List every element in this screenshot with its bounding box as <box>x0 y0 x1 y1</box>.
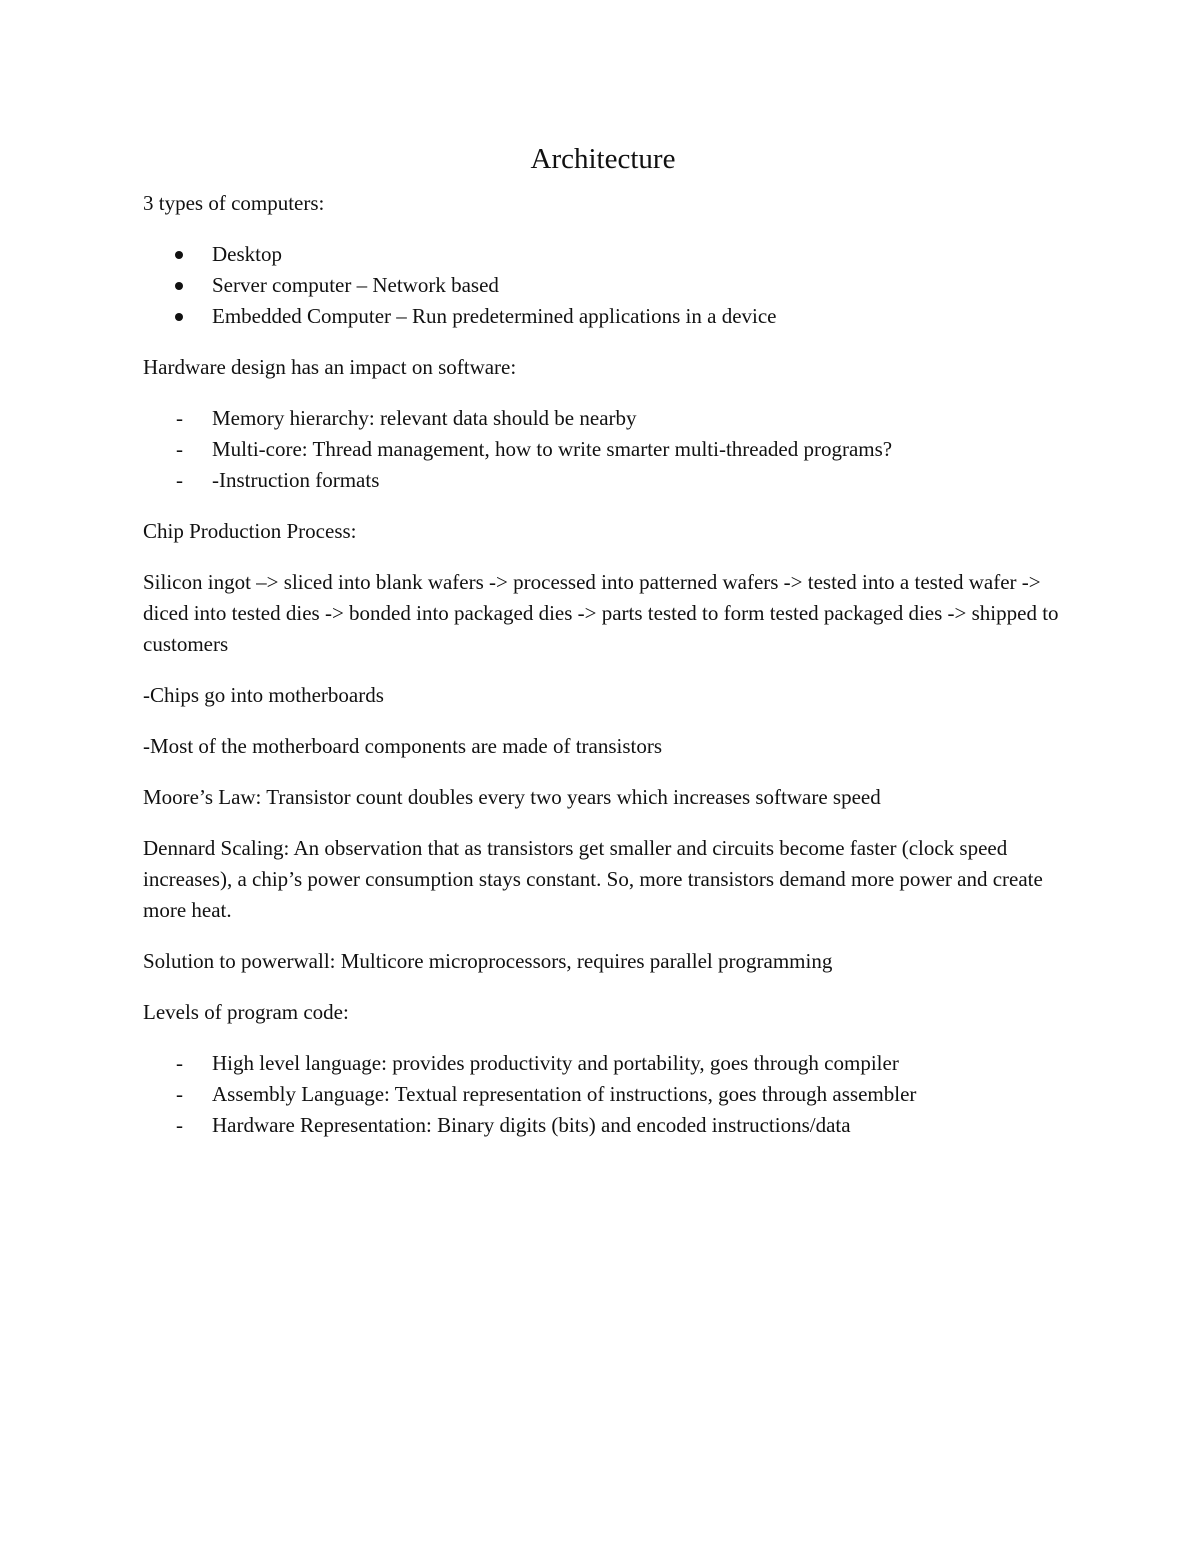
bullet-icon <box>175 282 183 290</box>
computer-types-list <box>143 239 1063 332</box>
list-item: - Multi-core: Thread management, how to write smarter multi-threaded programs? <box>143 434 1063 465</box>
dash-marker: - <box>176 437 183 461</box>
document-page <box>143 138 1063 1161</box>
moores-law-paragraph: Moore’s Law: Transistor count doubles every two years which increases software speed <box>143 785 881 809</box>
dash-marker: - <box>176 406 183 430</box>
program-levels-list <box>143 1048 1063 1141</box>
dash-marker: - <box>176 1051 183 1075</box>
dash-marker: - <box>176 468 183 492</box>
hardware-heading: Hardware design has an impact on software: <box>143 355 517 379</box>
list-item: - -Instruction formats <box>143 465 1063 496</box>
chips-note: -Chips go into motherboards <box>143 683 384 707</box>
list-item: - High level language: provides productivity and portability, goes through compiler <box>143 1048 1063 1079</box>
hardware-impact-list <box>143 403 1063 496</box>
list-item: Server computer – Network based <box>143 270 1063 301</box>
types-heading: 3 types of computers: <box>143 191 325 215</box>
document-title: Architecture <box>530 143 676 175</box>
list-item: Embedded Computer – Run predetermined applications in a device <box>143 301 1063 332</box>
list-item: Desktop <box>143 239 1063 270</box>
list-item: - Hardware Representation: Binary digits (bits) and encoded instructions/data <box>143 1110 1063 1141</box>
chip-heading: Chip Production Process: <box>143 519 357 543</box>
chip-process-paragraph: Silicon ingot –> sliced into blank wafers -> processed into patterned wafers -> tested into a tested wafer -> diced into tested dies -> bonded into packaged dies -> parts tested to form tested packaged dies -> shipped to customers <box>143 570 1059 656</box>
list-item: - Assembly Language: Textual representation of instructions, goes through assembler <box>143 1079 1063 1110</box>
bullet-icon <box>175 313 183 321</box>
bullet-icon <box>175 251 183 259</box>
motherboard-note: -Most of the motherboard components are made of transistors <box>143 734 663 758</box>
list-item: - Memory hierarchy: relevant data should be nearby <box>143 403 1063 434</box>
dash-marker: - <box>176 1082 183 1106</box>
levels-heading: Levels of program code: <box>143 1000 349 1024</box>
dennard-scaling-paragraph: Dennard Scaling: An observation that as transistors get smaller and circuits become faster (clock speed increases), a chip’s power consumption stays constant. So, more transistors demand more power and create more heat. <box>143 836 1043 922</box>
powerwall-paragraph: Solution to powerwall: Multicore microprocessors, requires parallel programming <box>143 949 833 973</box>
dash-marker: - <box>176 1113 183 1137</box>
